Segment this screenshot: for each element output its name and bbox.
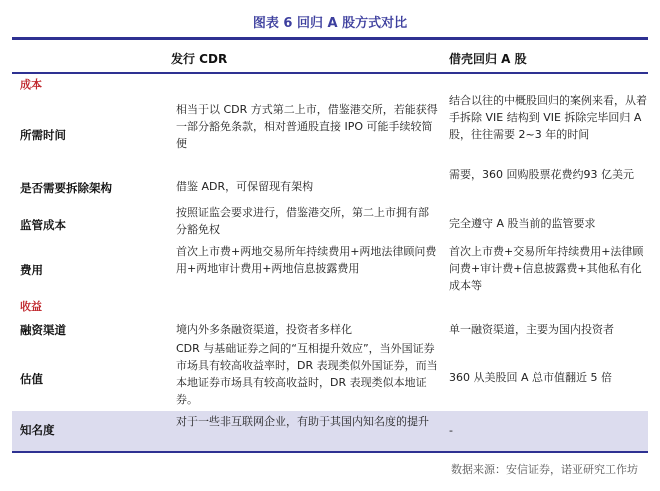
row-regulation-col2: 完全遵守 A 股当前的监管要求: [449, 217, 596, 230]
row-valuation-col2: 360 从美股回 A 总市值翻近 5 倍: [449, 371, 613, 384]
comparison-table: [8, 6, 652, 484]
row-time-col1: 相当于以 CDR 方式第二上市，借鉴港交所，若能获得一部分豁免条款，相对普通股直接 IPO 可能手续较简便: [176, 103, 438, 150]
row-structure-col2: 需要，360 回购股票花费约93 亿美元: [449, 168, 634, 181]
section-benefit: 收益: [20, 300, 42, 313]
row-label-valuation: 估值: [20, 372, 43, 386]
row-reputation-col1: 对于一些非互联网企业，有助于其国内知名度的提升: [176, 415, 429, 428]
row-structure-col1: 借鉴 ADR，可保留现有架构: [176, 180, 314, 193]
header-col2: 借壳回归 A 股: [449, 52, 527, 66]
row-fees-col1: 首次上市费+两地交易所年持续费用+两地法律顾问费用+两地审计费用+两地信息披露费用: [176, 245, 437, 275]
row-financing-col1: 境内外多条融资渠道，投资者多样化: [176, 323, 352, 336]
section-cost: 成本: [20, 78, 42, 91]
row-financing-col2: 单一融资渠道，主要为国内投资者: [449, 323, 614, 336]
row-label-financing: 融资渠道: [20, 323, 66, 337]
row-regulation-col1: 按照证监会要求进行，借鉴港交所，第二上市拥有部分豁免权: [176, 206, 429, 236]
table-header: [8, 44, 652, 72]
header-col1: 发行 CDR: [171, 52, 228, 66]
row-fees-col2: 首次上市费+交易所年持续费用+法律顾问费+审计费+信息披露费+其他私有化成本等: [449, 245, 644, 292]
row-valuation-col1: CDR 与基础证券之间的“互相提升效应”，当外国证券市场具有较高收益率时，DR 表现类似外国证券，而当本地证券市场具有较高收益时，DR 表现类似本地证券。: [176, 342, 438, 406]
row-time-col2: 结合以往的中概股回归的案例来看，从着手拆除 VIE 结构到 VIE 拆除完毕回归 A 股，往往需要 2~3 年的时间: [449, 94, 647, 141]
table-title: 图表 6 回归 A 股方式对比: [252, 16, 408, 31]
source-note: 数据来源：安信证券，诺亚研究工作坊: [451, 463, 638, 476]
row-label-reputation: 知名度: [20, 423, 55, 437]
header-divider: [12, 72, 648, 74]
row-label-fees: 费用: [20, 263, 43, 277]
row-label-time: 所需时间: [20, 128, 66, 142]
title-divider: [12, 37, 648, 40]
row-reputation-col2: -: [449, 424, 453, 437]
row-label-regulation: 监管成本: [20, 218, 66, 232]
row-label-structure: 是否需要拆除架构: [20, 181, 112, 195]
bottom-divider: [12, 451, 648, 453]
